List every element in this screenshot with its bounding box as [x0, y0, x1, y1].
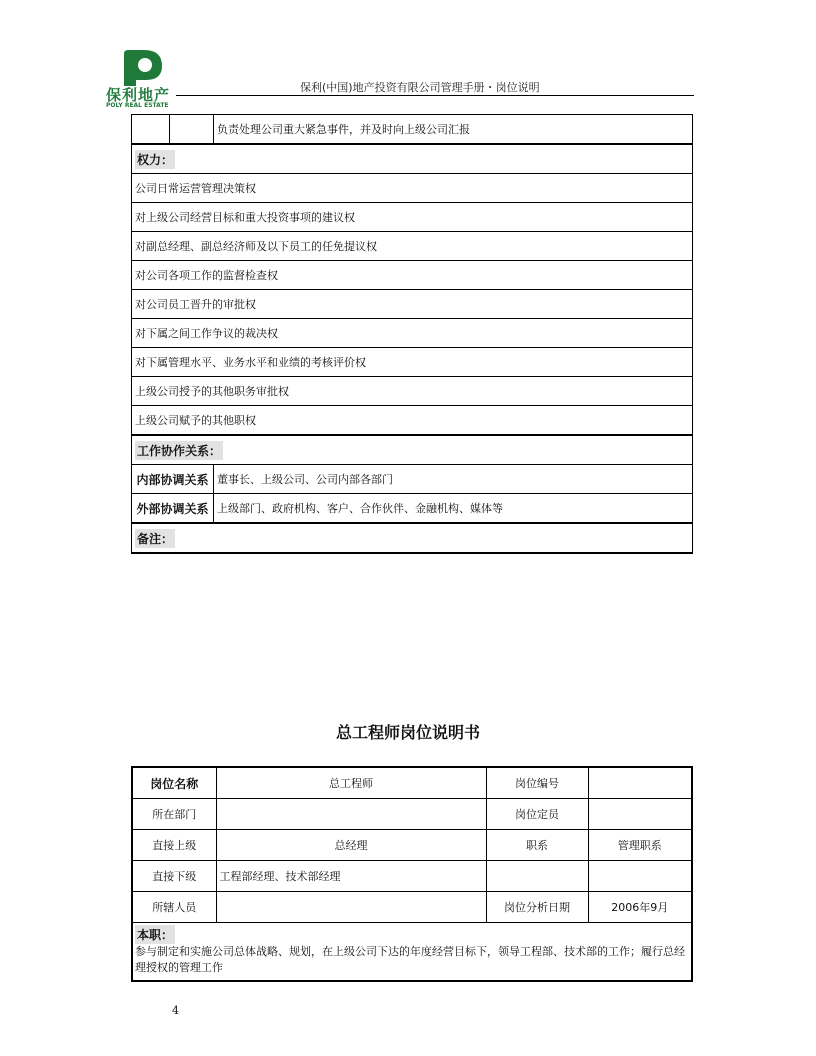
poly-logo-icon — [118, 48, 166, 88]
job-info-table — [131, 766, 693, 982]
field-value: 总工程师 — [216, 767, 486, 799]
power-row — [132, 203, 693, 232]
internal-relations-value: 董事长、上级公司、公司内部各部门 — [214, 465, 693, 494]
power-row — [132, 174, 693, 203]
field-value — [588, 799, 692, 830]
remarks-label: 备注： — [135, 529, 175, 548]
power-item: 上级公司赋予的其他职权 — [132, 406, 693, 436]
collaboration-section-header — [132, 435, 693, 465]
external-relations-row — [132, 494, 693, 524]
field-label: 直接上级 — [132, 830, 216, 861]
power-row — [132, 290, 693, 319]
power-item: 对副总经理、副总经济师及以下员工的任免提议权 — [132, 232, 693, 261]
field-label: 直接下级 — [132, 861, 216, 892]
table-row — [132, 799, 692, 830]
power-item: 公司日常运营管理决策权 — [132, 174, 693, 203]
field-label: 岗位名称 — [132, 767, 216, 799]
remarks-row — [132, 523, 693, 553]
field-value — [588, 861, 692, 892]
job-description-table-continued — [131, 114, 693, 554]
field-label — [486, 861, 588, 892]
field-value: 2006年9月 — [588, 892, 692, 923]
field-value: 工程部经理、技术部经理 — [216, 861, 486, 892]
header-divider — [176, 95, 694, 96]
power-row — [132, 348, 693, 377]
power-item: 对上级公司经营目标和重大投资事项的建议权 — [132, 203, 693, 232]
table-row — [132, 892, 692, 923]
field-value: 管理职系 — [588, 830, 692, 861]
field-label: 岗位分析日期 — [486, 892, 588, 923]
page-number: 4 — [172, 1004, 179, 1017]
power-item: 对公司员工晋升的审批权 — [132, 290, 693, 319]
table-row — [132, 115, 693, 145]
duty-text: 参与制定和实施公司总体战略、规划，在上级公司下达的年度经营目标下，领导工程部、技术部的工作；履行总经理授权的管理工作 — [135, 945, 685, 974]
field-label: 岗位编号 — [486, 767, 588, 799]
internal-relations-label: 内部协调关系 — [132, 465, 214, 494]
external-relations-value: 上级部门、政府机构、客户、合作伙伴、金融机构、媒体等 — [214, 494, 693, 524]
power-item: 对下属管理水平、业务水平和业绩的考核评价权 — [132, 348, 693, 377]
duty-item: 负责处理公司重大紧急事件，并及时向上级公司汇报 — [214, 115, 693, 145]
table-cell — [170, 115, 214, 145]
table-row — [132, 861, 692, 892]
company-logo — [106, 44, 176, 114]
internal-relations-row — [132, 465, 693, 494]
field-label: 岗位定员 — [486, 799, 588, 830]
powers-label: 权力： — [135, 150, 175, 169]
field-value — [216, 892, 486, 923]
collaboration-label: 工作协作关系： — [135, 441, 223, 460]
duty-label: 本职： — [135, 925, 175, 944]
power-row — [132, 232, 693, 261]
field-value: 总经理 — [216, 830, 486, 861]
duty-row — [132, 923, 692, 982]
power-row — [132, 261, 693, 290]
logo-english-text: POLY REAL ESTATE — [106, 102, 169, 109]
table-row — [132, 830, 692, 861]
power-item: 对下属之间工作争议的裁决权 — [132, 319, 693, 348]
field-label: 所在部门 — [132, 799, 216, 830]
field-value — [588, 767, 692, 799]
logo-chinese-text: 保利地产 — [106, 86, 171, 104]
powers-section-header — [132, 144, 693, 174]
power-item: 上级公司授予的其他职务审批权 — [132, 377, 693, 406]
field-label: 职系 — [486, 830, 588, 861]
power-item: 对公司各项工作的监督检查权 — [132, 261, 693, 290]
power-row — [132, 319, 693, 348]
table-cell — [132, 115, 170, 145]
power-row — [132, 406, 693, 436]
table-row — [132, 767, 692, 799]
field-value — [216, 799, 486, 830]
external-relations-label: 外部协调关系 — [132, 494, 214, 524]
document-title: 总工程师岗位说明书 — [335, 723, 480, 742]
field-label: 所辖人员 — [132, 892, 216, 923]
running-header-title: 保利(中国)地产投资有限公司管理手册・岗位说明 — [300, 81, 540, 94]
power-row — [132, 377, 693, 406]
